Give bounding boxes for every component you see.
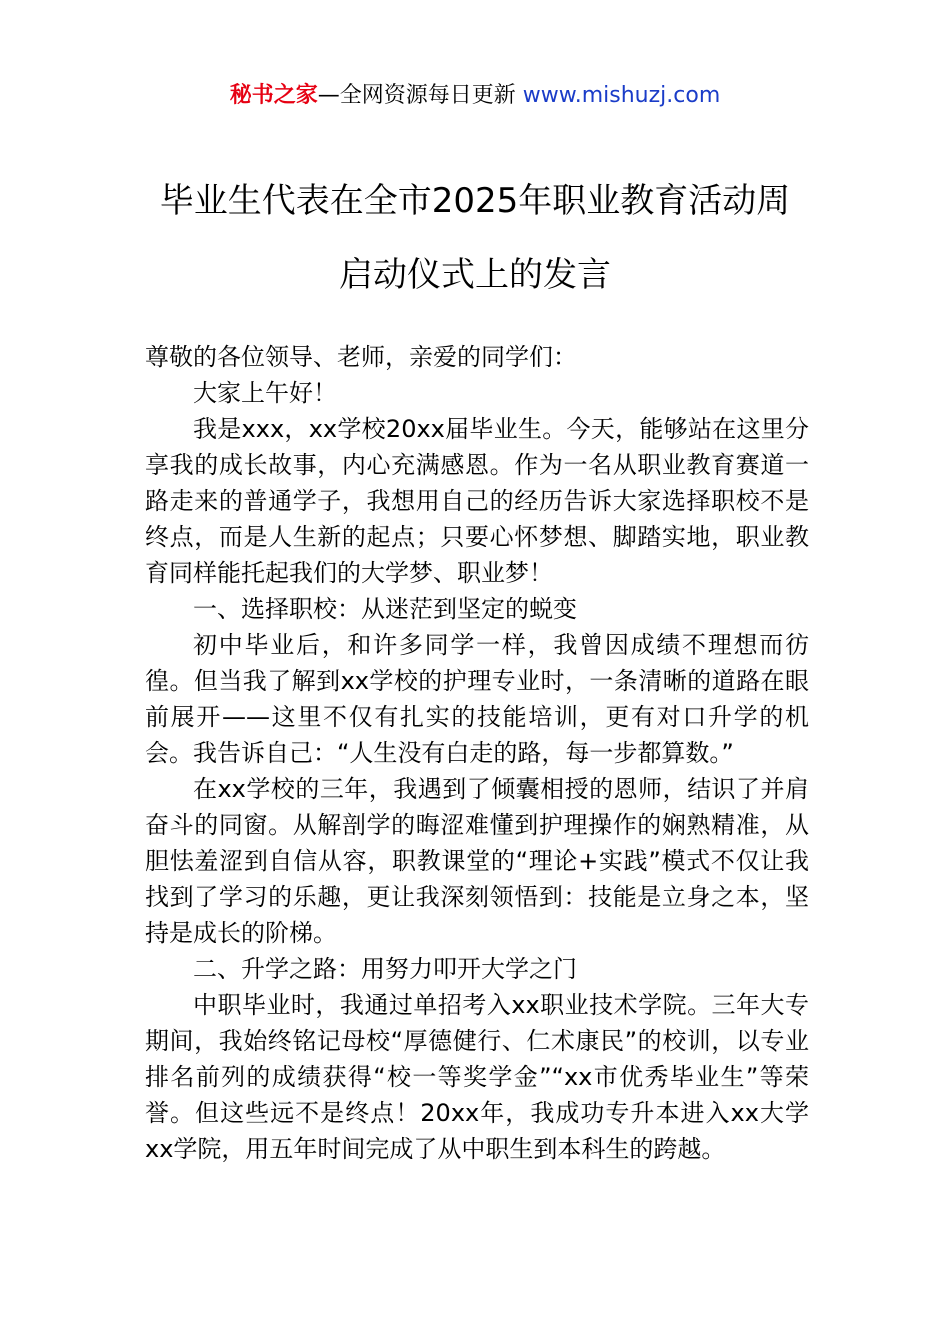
document-body [145,339,809,1167]
site-header [0,80,950,112]
paragraph-intro: 我是xxx，xx学校20xx届毕业生。今天，能够站在这里分享我的成长故事，内心充满感恩。作为一名从职业教育赛道一路走来的普通学子，我想用自己的经历告诉大家选择职校不是终点，而是人生新的起点；只要心怀梦想、脚踏实地，职业教育同样能托起我们的大学梦、职业梦！ [145,415,809,587]
section-heading-2: 二、升学之路：用努力叩开大学之门 [193,955,577,983]
document-title [60,164,890,312]
section-heading-1: 一、选择职校：从迷茫到坚定的蜕变 [193,595,577,623]
site-tagline: —全网资源每日更新 [317,83,523,108]
greeting: 大家上午好！ [193,379,337,407]
paragraph-school-years: 在xx学校的三年，我遇到了倾囊相授的恩师，结识了并肩奋斗的同窗。从解剖学的晦涩难懂到护理操作的娴熟精准，从胆怯羞涩到自信从容，职教课堂的“理论+实践”模式不仅让我找到了学习的乐趣，更让我深刻领悟到：技能是立身之本，坚持是成长的阶梯。 [145,775,809,947]
paragraph-further-study: 中职毕业时，我通过单招考入xx职业技术学院。三年大专期间，我始终铭记母校“厚德健行、仁术康民”的校训，以专业排名前列的成绩获得“校一等奖学金”“xx市优秀毕业生”等荣誉。但这些远不是终点！20xx年，我成功专升本进入xx大学xx学院，用五年时间完成了从中职生到本科生的跨越。 [145,991,809,1163]
salutation: 尊敬的各位领导、老师，亲爱的同学们： [145,343,577,371]
site-url-link[interactable]: www.mishuzj.com [522,83,721,108]
site-brand: 秘书之家 [229,83,318,108]
title-line-1: 毕业生代表在全市2025年职业教育活动周 [159,181,791,221]
title-line-2: 启动仪式上的发言 [339,255,611,295]
paragraph-choice: 初中毕业后，和许多同学一样，我曾因成绩不理想而彷徨。但当我了解到xx学校的护理专业时，一条清晰的道路在眼前展开——这里不仅有扎实的技能培训，更有对口升学的机会。我告诉自己：“人生没有白走的路，每一步都算数。” [145,631,809,767]
